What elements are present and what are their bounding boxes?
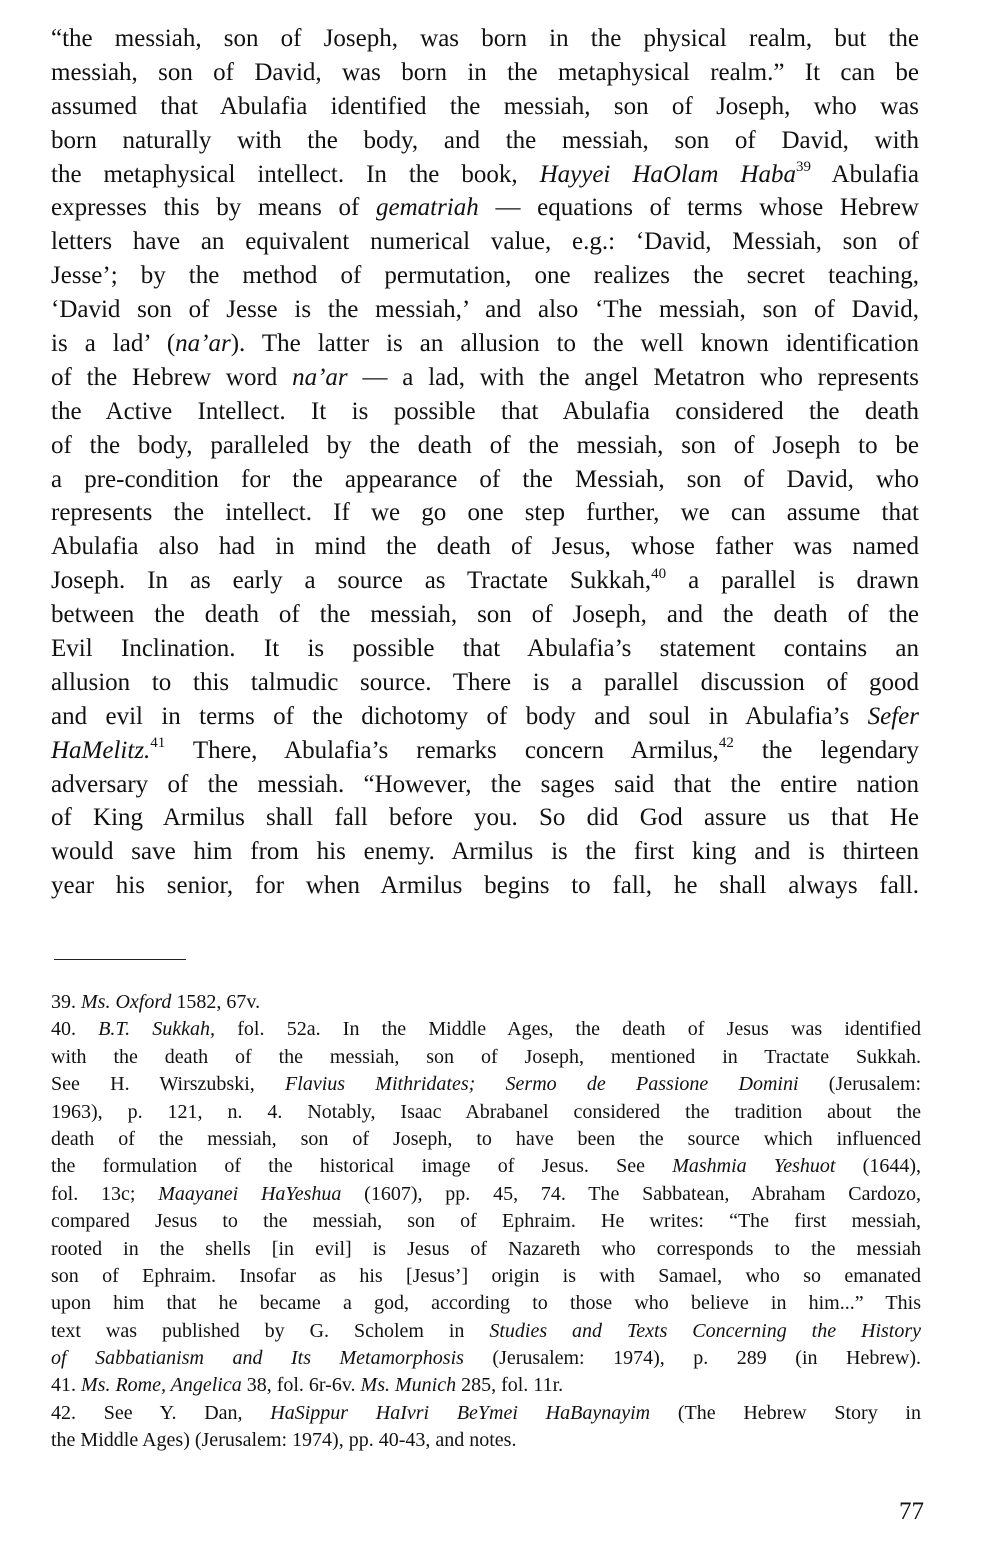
book-title: HaMelitz. (51, 736, 151, 764)
footnote-line: upon him that he became a god, according to those who believe in him...” This (51, 1292, 921, 1315)
text-line: a pre-condition for the appearance of the Messiah, son of David, who (51, 465, 919, 493)
page-number: 77 (899, 1498, 924, 1525)
text-line: ‘David son of Jesse is the messiah,’ and also ‘The messiah, son of David, (51, 296, 919, 324)
footnote-line: compared Jesus to the messiah, son of Ephraim. He writes: “The first messiah, (51, 1210, 921, 1233)
footnote-line: rooted in the shells [in evil] is Jesus of Nazareth who corresponds to the messiah (51, 1237, 921, 1260)
footnote-41: 41. Ms. Rome, Angelica 38, fol. 6r-6v. Ms. Munich 285, fol. 11r. (51, 1374, 564, 1397)
text-line: born naturally with the body, and the messiah, son of David, with (51, 126, 919, 154)
text-line: allusion to this talmudic source. There is a parallel discussion of good (51, 668, 919, 696)
footnote-line: son of Ephraim. Insofar as his [Jesus’] origin is with Samael, who so emanated (51, 1264, 921, 1287)
book-title: Sefer (867, 702, 919, 730)
text-line: between the death of the messiah, son of Joseph, and the death of the (51, 601, 919, 629)
text-line: of King Armilus shall fall before you. So did God assure us that He (51, 804, 919, 832)
text-line: represents the intellect. If we go one step further, we can assume that (51, 499, 919, 527)
term-italic: na’ar (175, 330, 231, 358)
text-line: messiah, son of David, was born in the metaphysical realm.” It can be (51, 58, 919, 86)
text-line: would save him from his enemy. Armilus is the first king and is thirteen (51, 838, 919, 866)
footnote-line: text was published by G. Scholem in Studies and Texts Concerning the History (51, 1319, 921, 1342)
footnote-ref-41: 41 (150, 735, 166, 752)
footnote-40: 40. B.T. Sukkah, fol. 52a. In the Middle Ages, the death of Jesus was identified (51, 1018, 921, 1041)
footnote-line: death of the messiah, son of Joseph, to have been the source which influenced (51, 1127, 921, 1150)
text-line: of the Hebrew word na’ar — a lad, with the angel Metatron who represents (51, 363, 919, 391)
term-italic: na’ar (292, 363, 348, 391)
text-line: and evil in terms of the dichotomy of body and soul in Abulafia’s Sefer (51, 702, 919, 730)
text-line: Jesse’; by the method of permutation, one realizes the secret teaching, (51, 262, 919, 290)
footnote-ref-39: 39 (795, 159, 811, 176)
footnote-line: See H. Wirszubski, Flavius Mithridates; Sermo de Passione Domini (Jerusalem: (51, 1073, 921, 1096)
text-line: year his senior, for when Armilus begins to fall, he shall always fall. (51, 872, 919, 900)
text-line: Joseph. In as early a source as Tractate Sukkah,$^{40}$ a parallel is drawn (51, 565, 919, 595)
footnote-ref-42: 42 (718, 735, 734, 752)
text-line: is a lad’ (na’ar). The latter is an allusion to the well known identification (51, 330, 920, 358)
footnote-39: 39. Ms. Oxford 1582, 67v. (51, 991, 261, 1013)
text-line: of the body, paralleled by the death of the messiah, son of Joseph to be (51, 431, 919, 459)
footnote-line: with the death of the messiah, son of Joseph, mentioned in Tractate Sukkah. (51, 1045, 921, 1068)
text-line: HaMelitz.$^{41}$ There, Abulafia’s remarks concern Armilus,$^{42}$ the legendary (51, 735, 919, 764)
footnote-line: fol. 13c; Maayanei HaYeshua (1607), pp. 45, 74. The Sabbatean, Abraham Cardozo, (51, 1182, 921, 1205)
text-line: adversary of the messiah. “However, the sages said that the entire nation (51, 770, 919, 798)
book-title: Hayyei HaOlam Haba (539, 160, 796, 188)
text-line: letters have an equivalent numerical value, e.g.: ‘David, Messiah, son of (51, 228, 919, 256)
text-line: Evil Inclination. It is possible that Abulafia’s statement contains an (51, 635, 919, 663)
text-line: the metaphysical intellect. In the book, Hayyei HaOlam Haba$^{39}$ Abulafia (51, 159, 919, 188)
text-line: assumed that Abulafia identified the messiah, son of Joseph, who was (51, 92, 919, 120)
footnote-ref-40: 40 (651, 565, 667, 582)
text-line: expresses this by means of gematriah — equations of terms whose Hebrew (51, 194, 919, 222)
footnote-42: 42. See Y. Dan, HaSippur HaIvri BeYmei HaBaynayim (The Hebrew Story in (51, 1401, 921, 1424)
footnote-separator (54, 959, 186, 960)
footnote-line: the formulation of the historical image of Jesus. See Mashmia Yeshuot (1644), (51, 1155, 921, 1178)
text-line: the Active Intellect. It is possible that Abulafia considered the death (51, 397, 919, 425)
term-italic: gematriah (375, 194, 479, 222)
text-line: “the messiah, son of Joseph, was born in the physical realm, but the (51, 25, 919, 52)
body-text (51, 22, 919, 903)
text-line: Abulafia also had in mind the death of Jesus, whose father was named (51, 533, 919, 561)
footnote-line: of Sabbatianism and Its Metamorphosis (Jerusalem: 1974), p. 289 (in Hebrew). (51, 1347, 921, 1370)
footnotes (51, 989, 921, 1455)
footnote-line: 1963), p. 121, n. 4. Notably, Isaac Abrabanel considered the tradition about the (51, 1100, 921, 1123)
footnote-line: the Middle Ages) (Jerusalem: 1974), pp. 40-43, and notes. (51, 1429, 517, 1452)
